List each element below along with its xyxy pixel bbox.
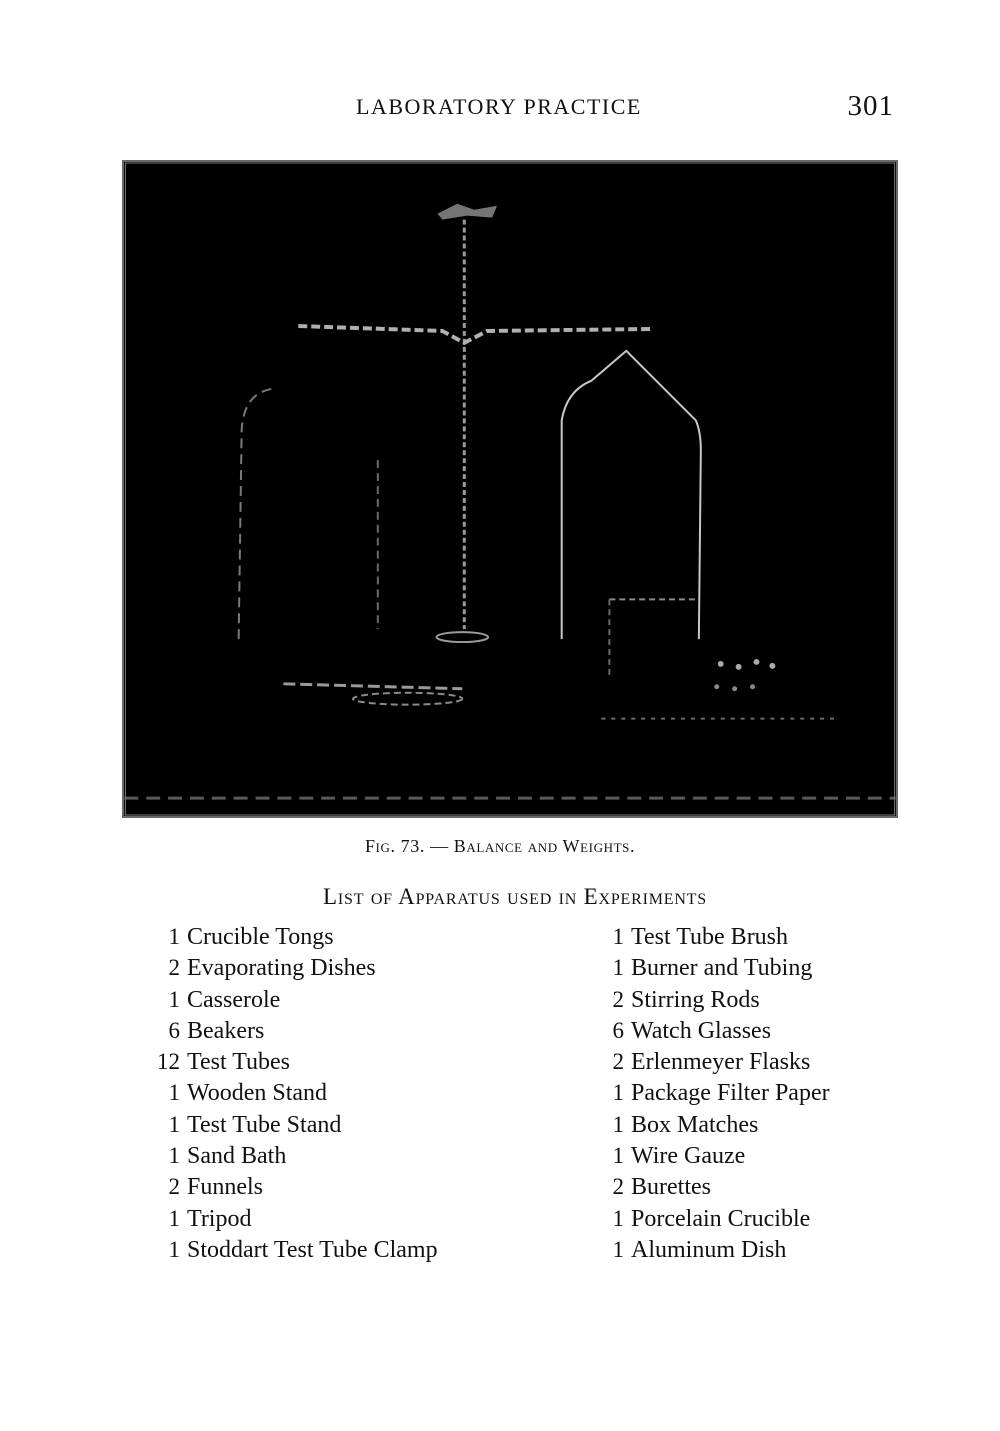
list-item [580, 921, 830, 952]
item-quantity: 6 [168, 1017, 180, 1043]
item-quantity: 1 [168, 1080, 180, 1106]
item-quantity: 1 [168, 1111, 180, 1137]
item-name: Tripod [187, 1205, 252, 1232]
list-item [128, 1046, 438, 1077]
item-name: Burner and Tubing [631, 955, 813, 982]
list-item [128, 1140, 438, 1171]
item-quantity: 2 [612, 1049, 624, 1075]
item-quantity: 1 [612, 955, 624, 981]
item-quantity: 1 [168, 924, 180, 949]
item-name: Stirring Rods [631, 986, 760, 1013]
item-quantity: 1 [168, 1205, 180, 1231]
list-item [128, 921, 438, 952]
list-item [128, 952, 438, 983]
list-item [128, 1203, 438, 1234]
list-item [128, 1077, 438, 1108]
list-item [580, 1203, 830, 1234]
item-name: Box Matches [631, 1111, 759, 1138]
apparatus-list-left [128, 921, 438, 1265]
item-name: Wire Gauze [631, 1143, 746, 1170]
list-item [580, 1046, 830, 1077]
item-quantity: 1 [168, 986, 180, 1012]
caption-separator: — [424, 836, 454, 856]
list-item [580, 1077, 830, 1108]
item-quantity: 2 [612, 986, 624, 1012]
item-quantity: 1 [612, 1236, 624, 1262]
figure-caption [0, 836, 1000, 857]
list-item [580, 1015, 830, 1046]
running-title: LABORATORY PRACTICE [356, 94, 642, 119]
figure-label: Fig. 73. [364, 836, 425, 856]
figure-photo-balance [122, 160, 898, 818]
item-name: Crucible Tongs [187, 924, 334, 950]
item-name: Burettes [631, 1174, 711, 1201]
item-quantity: 1 [168, 1236, 180, 1262]
item-name: Sand Bath [187, 1143, 287, 1170]
list-item [580, 984, 830, 1015]
item-name: Funnels [187, 1174, 264, 1201]
item-name: Evaporating Dishes [187, 955, 376, 982]
item-quantity: 2 [168, 955, 180, 981]
page-number: 301 [847, 90, 894, 122]
running-head [0, 92, 1000, 126]
item-quantity: 1 [612, 1205, 624, 1231]
balance-photo-illustration [124, 162, 896, 816]
item-name: Package Filter Paper [631, 1080, 830, 1107]
list-item [128, 1109, 438, 1140]
list-item [580, 1171, 830, 1202]
item-name: Test Tube Stand [187, 1111, 342, 1138]
item-quantity: 6 [612, 1017, 624, 1043]
item-quantity: 1 [168, 1143, 180, 1169]
item-name: Casserole [187, 986, 281, 1013]
item-name: Porcelain Crucible [631, 1205, 811, 1232]
list-heading: List of Apparatus used in Experiments [323, 884, 707, 909]
item-quantity: 1 [612, 924, 624, 949]
item-name: Test Tubes [187, 1049, 291, 1076]
list-item [128, 1234, 438, 1265]
item-name: Watch Glasses [631, 1017, 772, 1044]
item-quantity: 2 [612, 1174, 624, 1200]
item-quantity: 12 [157, 1049, 180, 1075]
list-item [580, 952, 830, 983]
list-item [580, 1109, 830, 1140]
item-name: Wooden Stand [187, 1080, 328, 1107]
item-name: Stoddart Test Tube Clamp [187, 1236, 438, 1263]
item-name: Test Tube Brush [631, 924, 789, 950]
item-quantity: 1 [612, 1111, 624, 1137]
list-item [128, 1015, 438, 1046]
item-quantity: 1 [612, 1080, 624, 1106]
list-item [128, 984, 438, 1015]
list-item [580, 1234, 830, 1265]
item-name: Beakers [187, 1017, 265, 1044]
item-name: Aluminum Dish [631, 1236, 787, 1263]
item-name: Erlenmeyer Flasks [631, 1049, 811, 1076]
item-quantity: 2 [168, 1174, 180, 1200]
list-item [128, 1171, 438, 1202]
list-item [580, 1140, 830, 1171]
figure-title: Balance and Weights. [453, 836, 636, 856]
item-quantity: 1 [612, 1143, 624, 1169]
apparatus-list-right [580, 921, 830, 1265]
